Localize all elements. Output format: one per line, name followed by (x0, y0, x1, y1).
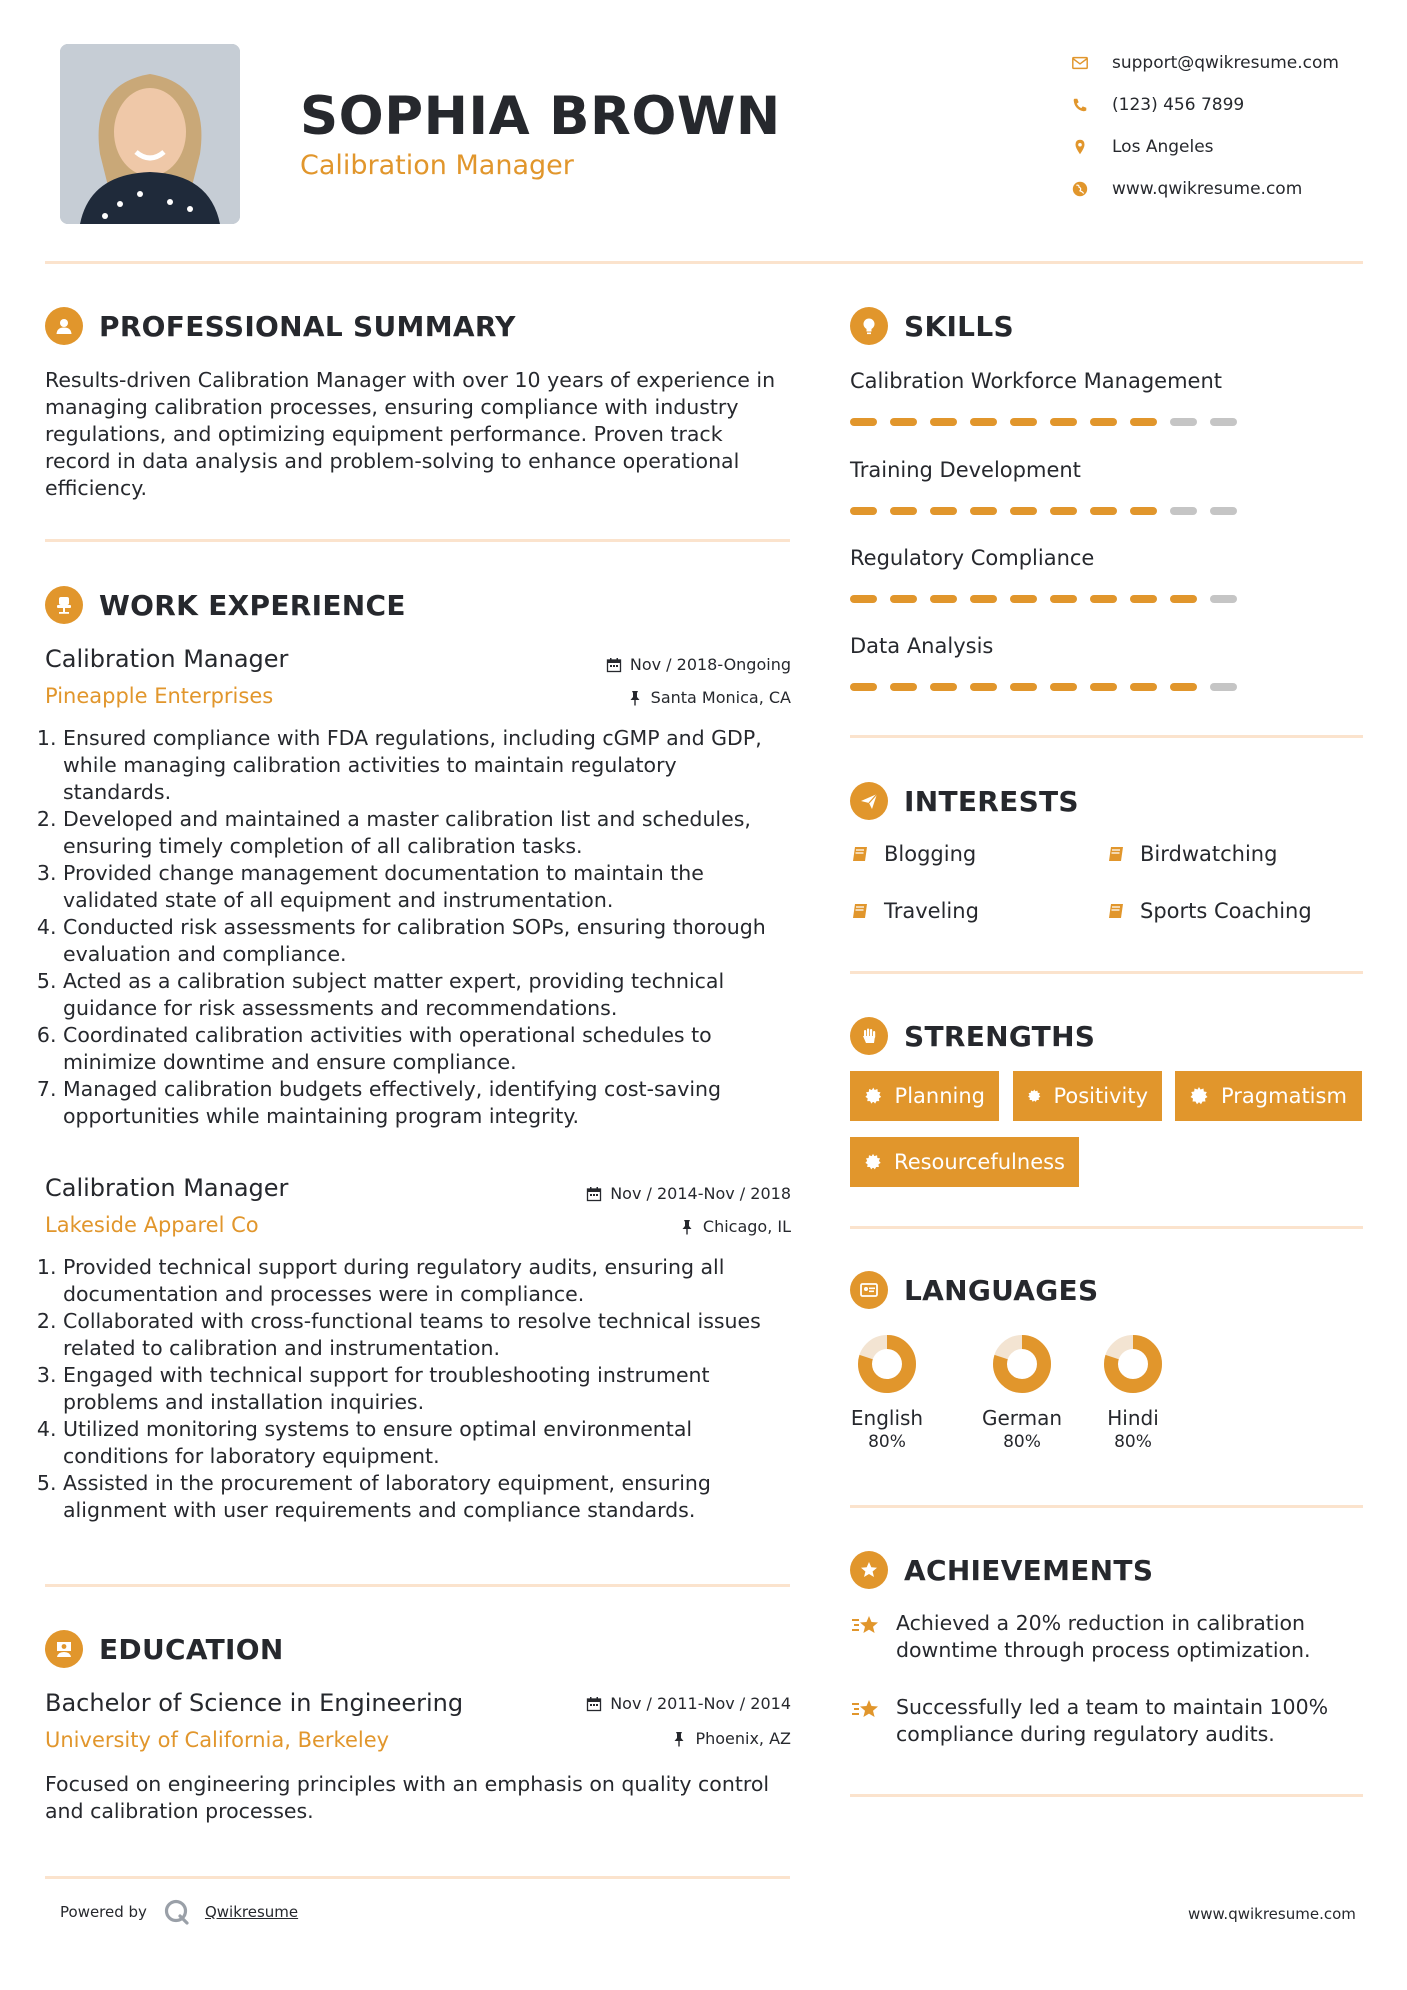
experience-divider (45, 1584, 790, 1587)
calendar-icon (606, 657, 622, 673)
skill-name: Data Analysis (850, 634, 994, 658)
languages-heading: LANGUAGES (850, 1271, 1098, 1309)
skill-bar (850, 595, 1237, 603)
skill-dash (1050, 507, 1077, 515)
language-item (1078, 1332, 1188, 1452)
language-ring (855, 1332, 919, 1396)
skills-divider (850, 735, 1363, 738)
skill-dash (1210, 507, 1237, 515)
summary-text: Results-driven Calibration Manager with over 10 years of experience in managing calibration processes, ensuring compliance with industry regulations, and optimizing equipment performance. Proven track record in data analysis and problem-solving to enhance operational efficiency. (45, 368, 776, 500)
list-item: 3. Provided change management documentation to maintain the validated state of all equipment and instrumentation. (63, 860, 790, 914)
experience-heading: WORK EXPERIENCE (45, 586, 406, 624)
skill-dash (1010, 595, 1037, 603)
skill-dash (1090, 507, 1117, 515)
language-ring (1101, 1332, 1165, 1396)
interest-item: Traveling (850, 899, 979, 923)
skill-dash (970, 595, 997, 603)
contact-list (1070, 42, 1339, 210)
badge-icon (864, 1086, 883, 1106)
strength-tag: Planning (850, 1071, 999, 1121)
job-2-title: Calibration Manager (45, 1174, 289, 1202)
skill-name: Regulatory Compliance (850, 546, 1095, 570)
skill-dash (1090, 595, 1117, 603)
language-percent: 80% (868, 1432, 906, 1452)
interest-item: Sports Coaching (1106, 899, 1312, 923)
list-item: 1. Ensured compliance with FDA regulations, including cGMP and GDP, while managing calibration activities to maintain regulatory standards. (63, 725, 790, 806)
skill-dash (1210, 418, 1237, 426)
header-divider (45, 261, 1363, 264)
star-icon (850, 1610, 882, 1642)
list-item: 7. Managed calibration budgets effectively, identifying cost-saving opportunities while maintaining program integrity. (63, 1076, 790, 1130)
skill-dash (1090, 418, 1117, 426)
contact-location-text: Los Angeles (1112, 137, 1214, 157)
list-item: 5. Acted as a calibration subject matter expert, providing technical guidance for risk assessments and recommendations. (63, 968, 790, 1022)
skill-dash (890, 683, 917, 691)
achievements-divider (850, 1794, 1363, 1797)
job-1-bullets (45, 725, 790, 1130)
skill-name: Calibration Workforce Management (850, 369, 1223, 393)
contact-email[interactable] (1070, 42, 1339, 84)
book-icon (850, 844, 870, 864)
skill-dash (1050, 683, 1077, 691)
skill-dash (1130, 683, 1157, 691)
contact-email-text: support@qwikresume.com (1112, 53, 1339, 73)
education-location: Phoenix, AZ (540, 1729, 791, 1748)
job-1-date: Nov / 2018-Ongoing (540, 655, 791, 674)
skill-dash (1050, 595, 1077, 603)
list-item: 5. Assisted in the procurement of laboratory equipment, ensuring alignment with user requirements and compliance standards. (63, 1470, 790, 1524)
skill-bar (850, 507, 1237, 515)
skill-dash (1050, 418, 1077, 426)
skill-dash (890, 507, 917, 515)
id-card-icon (850, 1271, 888, 1309)
contact-phone[interactable] (1070, 84, 1339, 126)
job-2-company: Lakeside Apparel Co (45, 1213, 259, 1237)
skill-dash (1010, 507, 1037, 515)
hand-icon (850, 1017, 888, 1055)
list-item: 4. Conducted risk assessments for calibration SOPs, ensuring thorough evaluation and compliance. (63, 914, 790, 968)
achievements-heading: ACHIEVEMENTS (850, 1551, 1153, 1589)
skill-dash (1010, 683, 1037, 691)
skill-dash (1210, 683, 1237, 691)
language-name: English (850, 1406, 924, 1430)
skill-bar (850, 683, 1237, 691)
language-name: German (981, 1406, 1063, 1430)
pushpin-icon (671, 1731, 687, 1747)
skill-dash (890, 595, 917, 603)
language-ring (990, 1332, 1054, 1396)
skill-dash (850, 683, 877, 691)
skill-dash (1170, 418, 1197, 426)
achievement-item: Successfully led a team to maintain 100% compliance during regulatory audits. (850, 1694, 1336, 1748)
skill-dash (1170, 595, 1197, 603)
language-name: Hindi (1107, 1406, 1159, 1430)
education-school: University of California, Berkeley (45, 1728, 390, 1752)
list-item: 2. Collaborated with cross-functional teams to resolve technical issues related to calibration and instrumentation. (63, 1308, 790, 1362)
skill-dash (1170, 507, 1197, 515)
list-item: 6. Coordinated calibration activities with operational schedules to minimize downtime and ensure compliance. (63, 1022, 790, 1076)
contact-website[interactable] (1070, 168, 1339, 210)
skill-dash (850, 595, 877, 603)
qwikresume-logo-icon (163, 1898, 191, 1926)
skill-dash (930, 595, 957, 603)
map-pin-icon (1070, 137, 1090, 157)
job-1-title: Calibration Manager (45, 645, 289, 673)
skill-dash (850, 507, 877, 515)
skill-dash (970, 683, 997, 691)
summary-heading: PROFESSIONAL SUMMARY (45, 307, 516, 345)
language-item (967, 1332, 1077, 1452)
badge-icon (1189, 1086, 1209, 1106)
interest-item: Blogging (850, 842, 976, 866)
list-item: 1. Provided technical support during regulatory audits, ensuring all documentation and processes were in compliance. (63, 1254, 790, 1308)
skill-dash (930, 507, 957, 515)
interest-item: Birdwatching (1106, 842, 1277, 866)
skill-dash (1170, 683, 1197, 691)
job-2-location: Chicago, IL (540, 1217, 791, 1236)
languages-divider (850, 1505, 1363, 1508)
user-icon (45, 307, 83, 345)
envelope-icon (1070, 53, 1090, 73)
job-2-bullets (45, 1254, 790, 1524)
language-percent: 80% (1003, 1432, 1041, 1452)
qwikresume-link[interactable]: Qwikresume (204, 1903, 299, 1921)
education-degree: Bachelor of Science in Engineering (45, 1689, 464, 1717)
list-item: 2. Developed and maintained a master calibration list and schedules, ensuring timely completion of all calibration tasks. (63, 806, 790, 860)
achievement-item: Achieved a 20% reduction in calibration downtime through process optimization. (850, 1610, 1336, 1664)
strength-tag: Pragmatism (1175, 1071, 1362, 1121)
skill-dash (890, 418, 917, 426)
footer-powered-by: Powered by Qwikresume (60, 1898, 298, 1926)
badge-icon (1027, 1086, 1041, 1106)
skill-dash (930, 418, 957, 426)
badge-icon (864, 1152, 882, 1172)
education-divider (45, 1876, 790, 1879)
pushpin-icon (679, 1219, 695, 1235)
summary-divider (45, 539, 790, 542)
education-date: Nov / 2011-Nov / 2014 (540, 1694, 791, 1713)
strengths-heading: STRENGTHS (850, 1017, 1095, 1055)
skill-dash (930, 683, 957, 691)
job-2-date: Nov / 2014-Nov / 2018 (540, 1184, 791, 1203)
book-icon (1106, 844, 1126, 864)
skill-dash (1010, 418, 1037, 426)
globe-icon (1070, 179, 1090, 199)
book-icon (850, 901, 870, 921)
chair-icon (45, 586, 83, 624)
skill-bar (850, 418, 1237, 426)
calendar-icon (586, 1696, 602, 1712)
lightbulb-icon (850, 307, 888, 345)
skill-dash (970, 507, 997, 515)
skill-dash (1130, 418, 1157, 426)
book-icon (1106, 901, 1126, 921)
skill-name: Training Development (850, 458, 1081, 482)
education-text: Focused on engineering principles with an emphasis on quality control and calibration processes. (45, 1772, 770, 1823)
candidate-name: SOPHIA BROWN (300, 86, 781, 147)
profile-photo (60, 44, 240, 224)
paper-plane-icon (850, 782, 888, 820)
list-item: 3. Engaged with technical support for troubleshooting instrument problems and installation inquiries. (63, 1362, 790, 1416)
strength-tag: Positivity (1013, 1071, 1162, 1121)
interests-divider (850, 971, 1363, 974)
interests-heading: INTERESTS (850, 782, 1079, 820)
skills-heading: SKILLS (850, 307, 1014, 345)
skill-dash (970, 418, 997, 426)
skill-dash (1090, 683, 1117, 691)
skill-dash (1210, 595, 1237, 603)
calendar-icon (586, 1186, 602, 1202)
language-percent: 80% (1114, 1432, 1152, 1452)
footer-url[interactable]: www.qwikresume.com (1188, 1905, 1356, 1923)
skill-dash (850, 418, 877, 426)
contact-location (1070, 126, 1339, 168)
skill-dash (1130, 595, 1157, 603)
skill-dash (1130, 507, 1157, 515)
strength-tag: Resourcefulness (850, 1137, 1079, 1187)
phone-icon (1070, 95, 1090, 115)
candidate-title: Calibration Manager (300, 150, 574, 181)
language-item (832, 1332, 942, 1452)
contact-phone-text: (123) 456 7899 (1112, 95, 1245, 115)
strengths-divider (850, 1226, 1363, 1229)
star-badge-icon (850, 1551, 888, 1589)
education-heading: EDUCATION (45, 1630, 284, 1668)
list-item: 4. Utilized monitoring systems to ensure optimal environmental conditions for laboratory equipment. (63, 1416, 790, 1470)
graduate-icon (45, 1630, 83, 1668)
pushpin-icon (627, 690, 643, 706)
job-1-company: Pineapple Enterprises (45, 684, 274, 708)
star-icon (850, 1694, 882, 1726)
contact-website-text: www.qwikresume.com (1112, 179, 1303, 199)
job-1-location: Santa Monica, CA (540, 688, 791, 707)
